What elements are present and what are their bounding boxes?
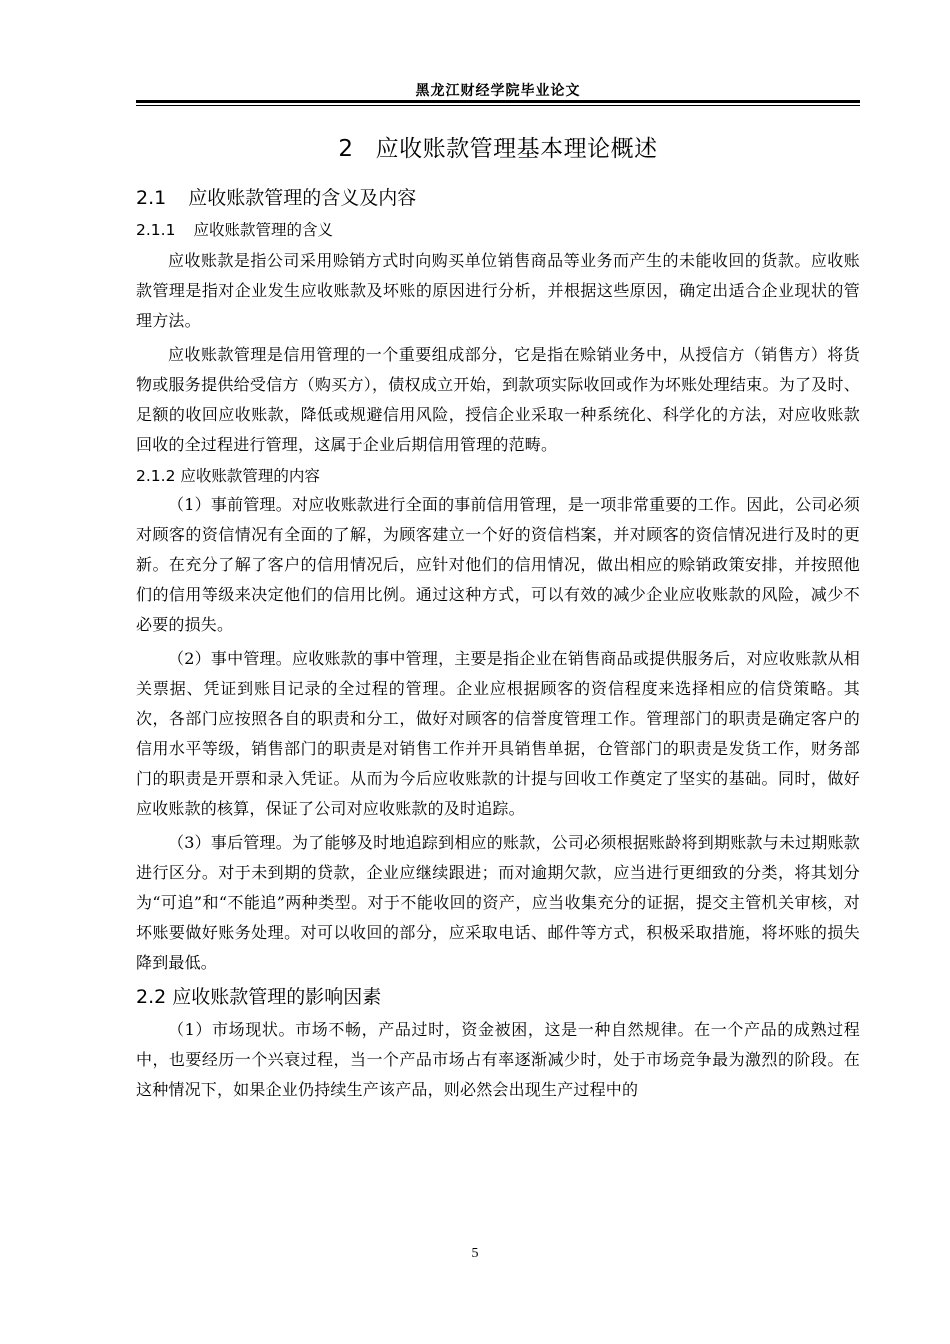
- header-rule-thin: [136, 105, 860, 106]
- subsection-heading-2-1-2: 2.1.2 应收账款管理的内容: [136, 467, 320, 485]
- running-header: 黑龙江财经学院毕业论文: [415, 83, 581, 99]
- section-heading-2-1: [136, 183, 860, 210]
- chapter-number: 2: [338, 136, 354, 162]
- paragraph-mid-management: （2）事中管理。应收账款的事中管理，主要是指企业在销售商品或提供服务后，对应收账款从相关票据、凭证到账目记录的全过程的管理。企业应根据顾客的资信程度来选择相应的信贷策略。其次，各部门应按照各自的职责和分工，做好对顾客的信誉度管理工作。管理部门的职责是确定客户的信用水平等级，销售部门的职责是对销售工作并开具销售单据，仓管部门的职责是发货工作，财务部门的职责是开票和录入凭证。从而为今后应收账款的计提与回收工作奠定了坚实的基础。同时，做好应收账款的核算，保证了公司对应收账款的及时追踪。: [136, 649, 860, 818]
- paragraph-definition: 应收账款是指公司采用赊销方式时向购买单位销售商品等业务而产生的未能收回的货款。应收账款管理是指对企业发生应收账款及坏账的原因进行分析，并根据这些原因，确定出适合企业现状的管理方法。: [136, 251, 860, 330]
- section-heading-2-2: 2.2 应收账款管理的影响因素: [136, 986, 382, 1008]
- page-number: 5: [471, 1246, 479, 1261]
- paragraph-pre-management: （1）事前管理。对应收账款进行全面的事前信用管理，是一项非常重要的工作。因此，公司必须对顾客的资信情况有全面的了解，为顾客建立一个好的资信档案，并对顾客的资信情况进行及时的更新。在充分了解了客户的信用情况后，应针对他们的信用情况，做出相应的赊销政策安排，并按照他们的信用等级来决定他们的信用比例。通过这种方式，可以有效的减少企业应收账款的风险，减少不必要的损失。: [136, 495, 860, 634]
- page-body: [136, 130, 860, 1109]
- subsection-title: 应收账款管理的含义: [193, 221, 333, 239]
- paragraph-post-management: （3）事后管理。为了能够及时地追踪到相应的账款，公司必须根据账龄将到期账款与未过期账款进行区分。对于未到期的贷款，企业应继续跟进；而对逾期欠款，应当进行更细致的分类，将其划分为“可追”和“不能追”两种类型。对于不能收回的资产，应当收集充分的证据，提交主管机关审核，对坏账要做好账务处理。对可以收回的部分，应采取电话、邮件等方式，积极采取措施，将坏账的损失降到最低。: [136, 833, 860, 972]
- section-title: 应收账款管理的含义及内容: [188, 187, 417, 209]
- paragraph-market-status: （1）市场现状。市场不畅，产品过时，资金被困，这是一种自然规律。在一个产品的成熟过程中，也要经历一个兴衰过程，当一个产品市场占有率逐渐减少时，处于市场竞争最为激烈的阶段。在这种情况下，如果企业仍持续生产该产品，则必然会出现生产过程中的: [136, 1020, 860, 1099]
- header-rule-thick: [136, 100, 860, 103]
- subsection-number: 2.1.1: [136, 221, 176, 239]
- paragraph-credit-management: 应收账款管理是信用管理的一个重要组成部分，它是指在赊销业务中，从授信方（销售方）将货物或服务提供给受信方（购买方），债权成立开始，到款项实际收回或作为坏账处理结束。为了及时、足额的收回应收账款，降低或规避信用风险，授信企业采取一种系统化、科学化的方法，对应收账款回收的全过程进行管理，这属于企业后期信用管理的范畴。: [136, 345, 860, 454]
- chapter-heading: [136, 130, 860, 163]
- chapter-title: 应收账款管理基本理论概述: [375, 136, 658, 162]
- subsection-heading-2-1-1: [136, 218, 860, 240]
- section-number: 2.1: [136, 187, 167, 209]
